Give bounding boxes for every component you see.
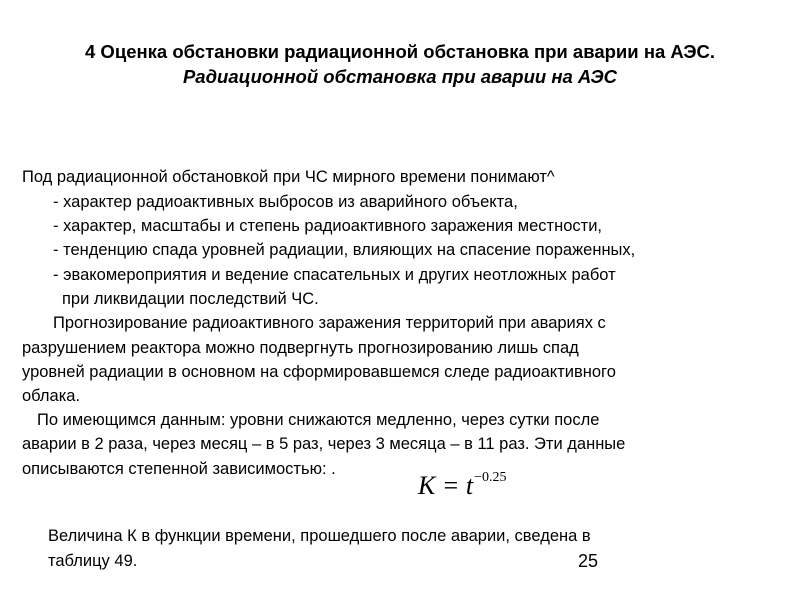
paragraph-line: По имеющимся данным: уровни снижаются медленно, через сутки после (37, 411, 600, 429)
paragraph-line: описываются степенной зависимостью: . (22, 460, 336, 478)
bullet-continuation: при ликвидации последствий ЧС. (62, 290, 319, 308)
bullet-item: - характер радиоактивных выбросов из аварийного объекта, (53, 193, 518, 211)
paragraph-line: уровней радиации в основном на сформировавшемся следе радиоактивного (22, 363, 616, 381)
paragraph-line: разрушением реактора можно подвергнуть прогнозированию лишь спад (22, 339, 579, 357)
formula-exponent: −0.25 (474, 470, 507, 485)
intro-line: Под радиационной обстановкой при ЧС мирного времени понимают^ (22, 168, 555, 186)
paragraph-line: аварии в 2 раза, через месяц – в 5 раз, через 3 месяца – в 11 раз. Эти данные (22, 435, 626, 453)
bullet-item: - характер, масштабы и степень радиоактивного заражения местности, (53, 217, 603, 235)
slide-subtitle: Радиационной обстановка при аварии на АЭС (182, 66, 618, 87)
caption-line: Величина К в функции времени, прошедшего после аварии, сведена в (48, 527, 591, 545)
power-law-formula (418, 471, 506, 501)
bullet-item: - эвакомероприятия и ведение спасательных и других неотложных работ (53, 266, 616, 284)
bullet-item: - тенденцию спада уровней радиации, влияющих на спасение пораженных, (53, 241, 636, 259)
caption-line: таблицу 49. (48, 552, 138, 570)
paragraph-line: облака. (22, 387, 81, 405)
page-number: 25 (578, 551, 599, 571)
paragraph-line: Прогнозирование радиоактивного заражения территорий при авариях с (53, 314, 606, 332)
formula-base: K = t (418, 471, 474, 500)
slide-title: 4 Оценка обстановки радиационной обстановка при аварии на АЭС. (85, 41, 715, 62)
